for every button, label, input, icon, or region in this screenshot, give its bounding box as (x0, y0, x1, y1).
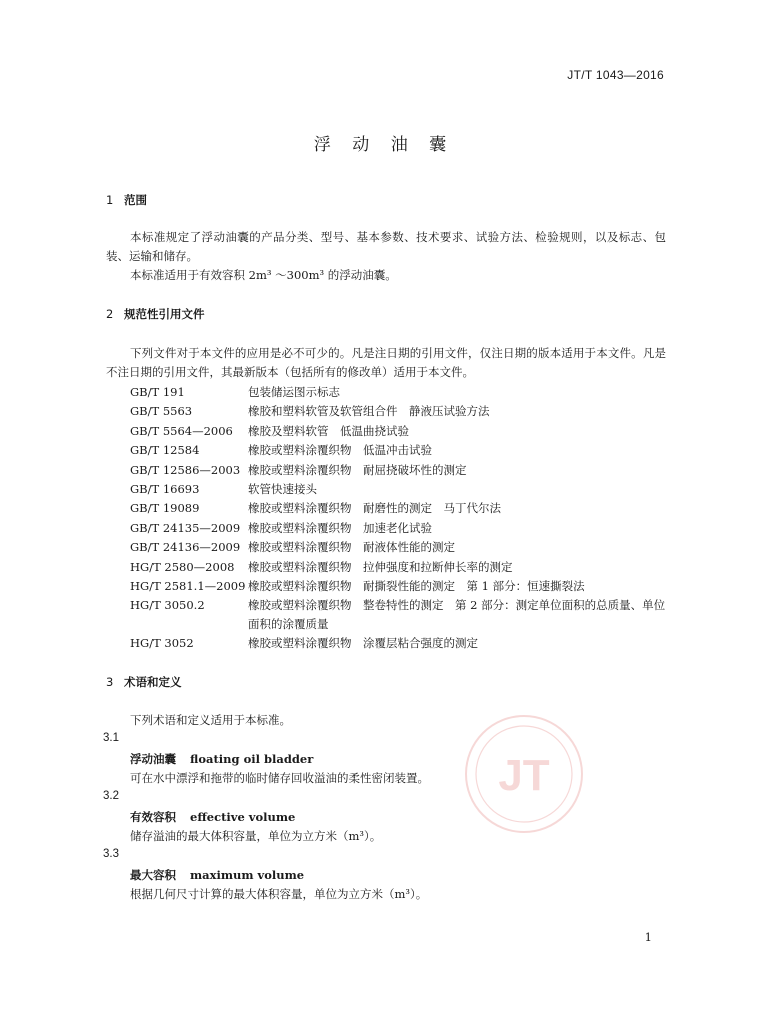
reference-row (130, 383, 670, 402)
section-number: 2 (106, 307, 114, 321)
section-3-intro: 下列术语和定义适用于本标准。 (130, 713, 291, 727)
reference-title: 橡胶或塑料涂覆织物 低温冲击试验 (248, 443, 432, 458)
reference-code: GB/T 19089 (130, 501, 200, 516)
reference-code: GB/T 24135—2009 (130, 520, 241, 535)
term-number: 3.2 (103, 790, 119, 802)
reference-row (130, 577, 670, 596)
term-definition: 可在水中漂浮和拖带的临时储存回收溢油的柔性密闭装置。 (130, 771, 429, 785)
reference-row (130, 441, 670, 460)
reference-code: GB/T 24136—2009 (130, 540, 241, 555)
reference-row (130, 480, 670, 499)
reference-code: HG/T 3050.2 (130, 598, 205, 613)
reference-title: 橡胶或塑料涂覆织物 耐液体性能的测定 (248, 540, 455, 555)
reference-row (130, 499, 670, 518)
reference-row (130, 596, 670, 634)
reference-row (130, 634, 670, 653)
term-number: 3.3 (103, 848, 119, 860)
section-2-intro: 下列文件对于本文件的应用是必不可少的。凡是注日期的引用文件，仅注日期的版本适用于本文件。凡是不注日期的引用文件，其最新版本（包括所有的修改单）适用于本文件。 (106, 346, 666, 379)
reference-code: HG/T 3052 (130, 636, 194, 651)
term-name (130, 867, 304, 883)
reference-code: HG/T 2581.1—2009 (130, 578, 246, 593)
section-number: 3 (106, 675, 114, 689)
section-2-heading (106, 306, 205, 322)
term-chinese: 有效容积 (130, 810, 176, 824)
standard-code: JT/T 1043—2016 (567, 68, 664, 82)
jt-watermark-seal (462, 712, 586, 836)
term-name (130, 751, 313, 767)
term-number: 3.1 (103, 732, 119, 744)
reference-title: 橡胶和塑料软管及软管组合件 静液压试验方法 (248, 404, 490, 419)
reference-code: GB/T 12584 (130, 443, 200, 458)
reference-row (130, 558, 670, 577)
reference-code: GB/T 5564—2006 (130, 423, 233, 438)
reference-code: GB/T 5563 (130, 404, 193, 419)
reference-row (130, 461, 670, 480)
reference-title: 包装储运图示标志 (248, 385, 340, 399)
reference-row (130, 519, 670, 538)
reference-row (130, 422, 670, 441)
reference-title: 橡胶或塑料涂覆织物 加速老化试验 (248, 520, 432, 535)
term-definition: 储存溢油的最大体积容量，单位为立方米（m³）。 (130, 829, 382, 843)
section-1-paragraph-1: 本标准规定了浮动油囊的产品分类、型号、基本参数、技术要求、试验方法、检验规则，以及标志、包装、运输和储存。 (106, 230, 666, 263)
reference-title: 橡胶或塑料涂覆织物 涂覆层粘合强度的测定 (248, 636, 478, 651)
term-name (130, 809, 295, 825)
reference-title: 橡胶或塑料涂覆织物 整卷特性的测定 第 2 部分：测定单位面积的总质量、单位面积的涂覆质量 (248, 598, 666, 632)
section-number: 1 (106, 193, 114, 207)
reference-code: GB/T 191 (130, 385, 185, 399)
reference-row (130, 538, 670, 557)
reference-title: 橡胶及塑料软管 低温曲挠试验 (248, 423, 409, 438)
reference-list (130, 383, 670, 654)
term-english: floating oil bladder (190, 752, 314, 766)
reference-title: 橡胶或塑料涂覆织物 耐撕裂性能的测定 第 1 部分：恒速撕裂法 (248, 578, 585, 593)
term-definition: 根据几何尺寸计算的最大体积容量，单位为立方米（m³）。 (130, 887, 428, 901)
term-chinese: 浮动油囊 (130, 752, 176, 766)
watermark-text: JT (498, 751, 550, 800)
term-chinese: 最大容积 (130, 868, 176, 882)
section-1-heading (106, 192, 147, 208)
term-english: effective volume (190, 810, 296, 824)
reference-code: GB/T 12586—2003 (130, 462, 241, 477)
section-3-heading (106, 674, 182, 690)
reference-code: HG/T 2580—2008 (130, 559, 235, 574)
document-title: 浮 动 油 囊 (313, 135, 455, 155)
reference-title: 软管快速接头 (248, 481, 317, 496)
section-1-paragraph-2: 本标准适用于有效容积 2m³ ～300m³ 的浮动油囊。 (130, 268, 397, 282)
reference-code: GB/T 16693 (130, 481, 200, 496)
reference-title: 橡胶或塑料涂覆织物 耐磨性的测定 马丁代尔法 (248, 501, 501, 516)
section-title: 范围 (124, 193, 147, 207)
reference-title: 橡胶或塑料涂覆织物 拉伸强度和拉断伸长率的测定 (248, 559, 513, 574)
reference-row (130, 402, 670, 421)
term-english: maximum volume (190, 868, 305, 882)
section-title: 术语和定义 (124, 675, 182, 689)
section-title: 规范性引用文件 (124, 307, 205, 321)
page-number: 1 (644, 930, 652, 944)
reference-title: 橡胶或塑料涂覆织物 耐屈挠破坏性的测定 (248, 462, 467, 477)
